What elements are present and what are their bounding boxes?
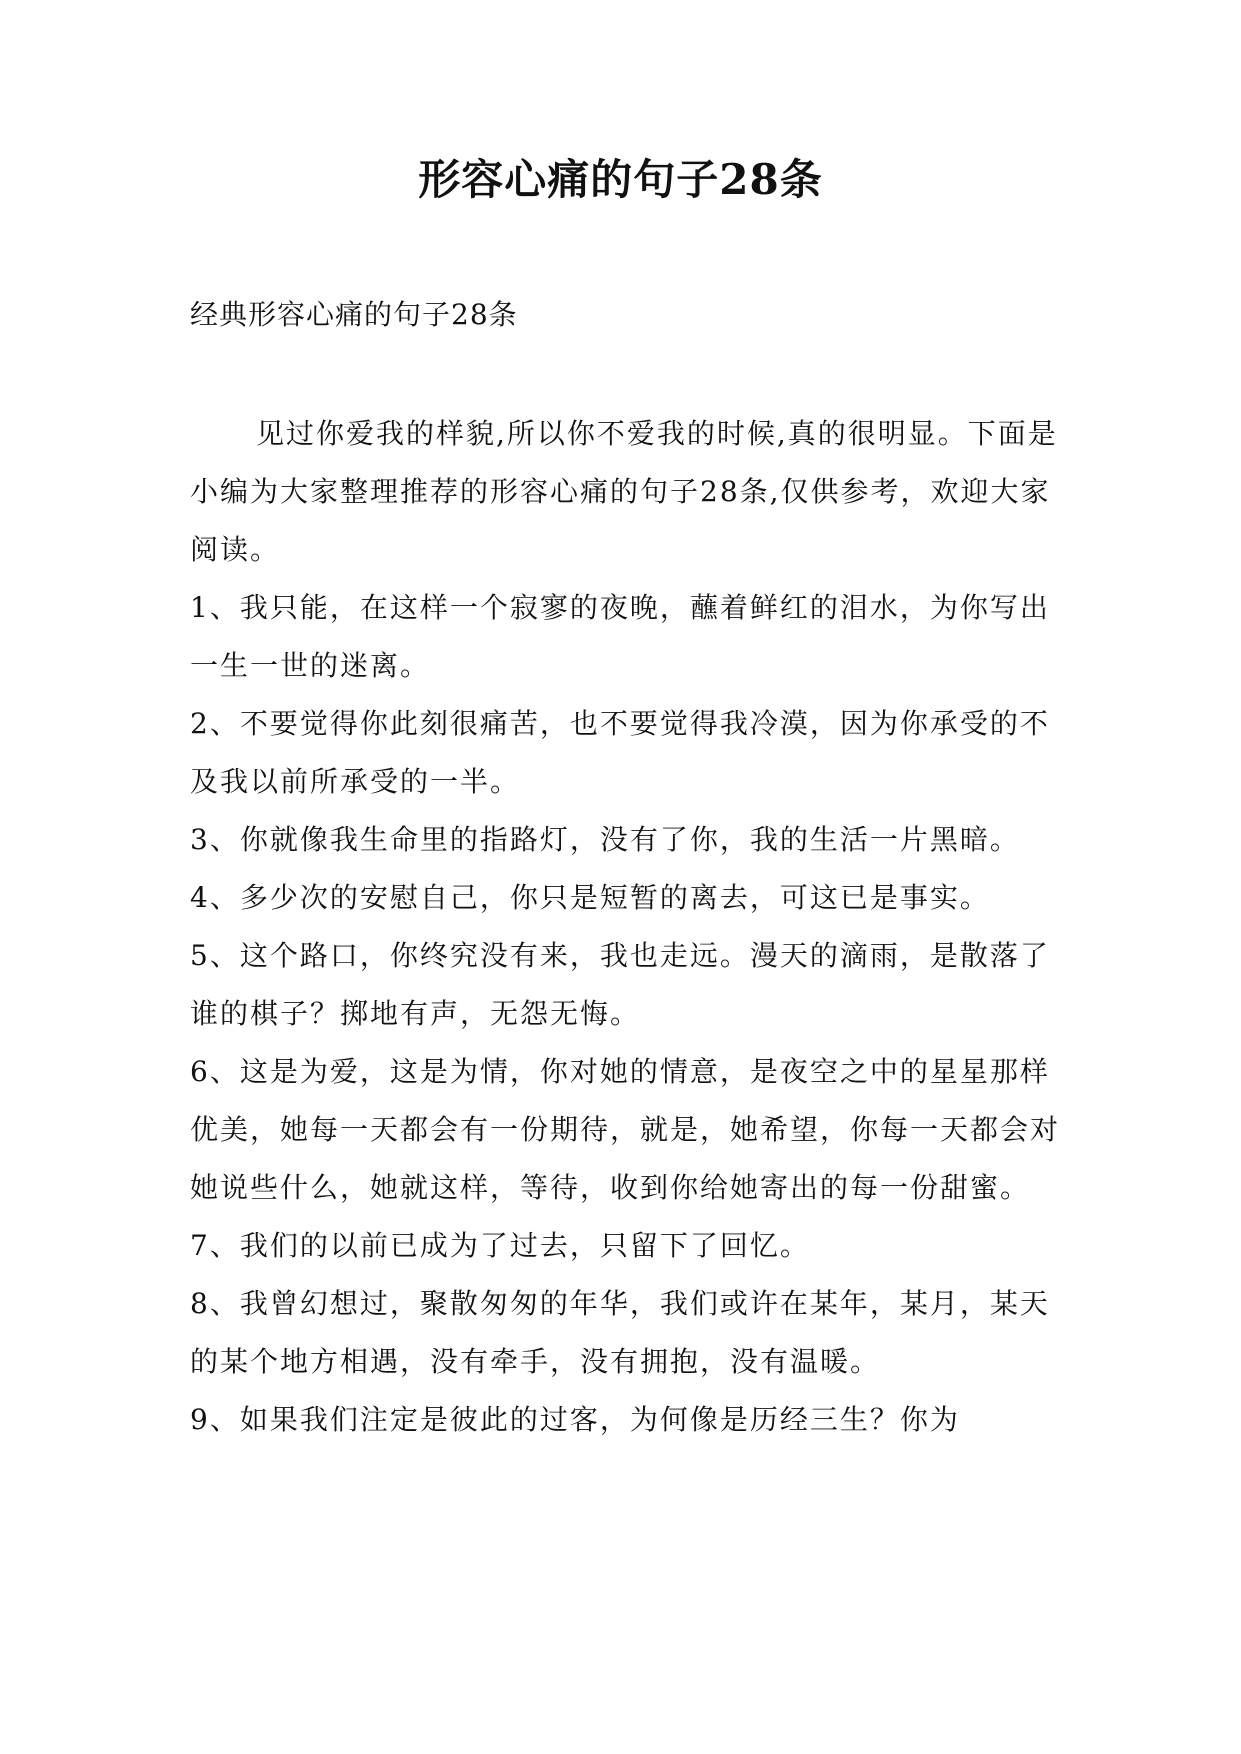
document-title: 形容心痛的句子28条 — [418, 155, 823, 204]
sentence-item-7: 7、我们的以前已成为了过去，只留下了回忆。 — [190, 1229, 810, 1262]
document-body — [190, 405, 1070, 1449]
sentence-item-9: 9、如果我们注定是彼此的过客，为何像是历经三生？你为 — [190, 1403, 960, 1436]
sentence-item-3: 3、你就像我生命里的指路灯，没有了你，我的生活一片黑暗。 — [190, 823, 1020, 856]
intro-paragraph: 见过你爱我的样貌,所以你不爱我的时候,真的很明显。下面是小编为大家整理推荐的形容心痛的句子28条,仅供参考，欢迎大家阅读。 — [190, 417, 1058, 566]
sentence-item-8: 8、我曾幻想过，聚散匆匆的年华，我们或许在某年，某月，某天的某个地方相遇，没有牵手，没有拥抱，没有温暖。 — [190, 1287, 1050, 1378]
document-subtitle: 经典形容心痛的句子28条 — [190, 298, 518, 331]
sentence-item-2: 2、不要觉得你此刻很痛苦，也不要觉得我冷漠，因为你承受的不及我以前所承受的一半。 — [190, 707, 1050, 798]
sentence-item-6: 6、这是为爱，这是为情，你对她的情意，是夜空之中的星星那样优美，她每一天都会有一份期待，就是，她希望，你每一天都会对她说些什么，她就这样，等待，收到你给她寄出的每一份甜蜜。 — [190, 1055, 1061, 1204]
sentence-item-4: 4、多少次的安慰自己，你只是短暂的离去，可这已是事实。 — [190, 881, 990, 914]
sentence-item-1: 1、我只能，在这样一个寂寥的夜晚，蘸着鲜红的泪水，为你写出一生一世的迷离。 — [190, 591, 1050, 682]
sentence-item-5: 5、这个路口，你终究没有来，我也走远。漫天的滴雨，是散落了谁的棋子？掷地有声，无怨无悔。 — [190, 939, 1050, 1030]
